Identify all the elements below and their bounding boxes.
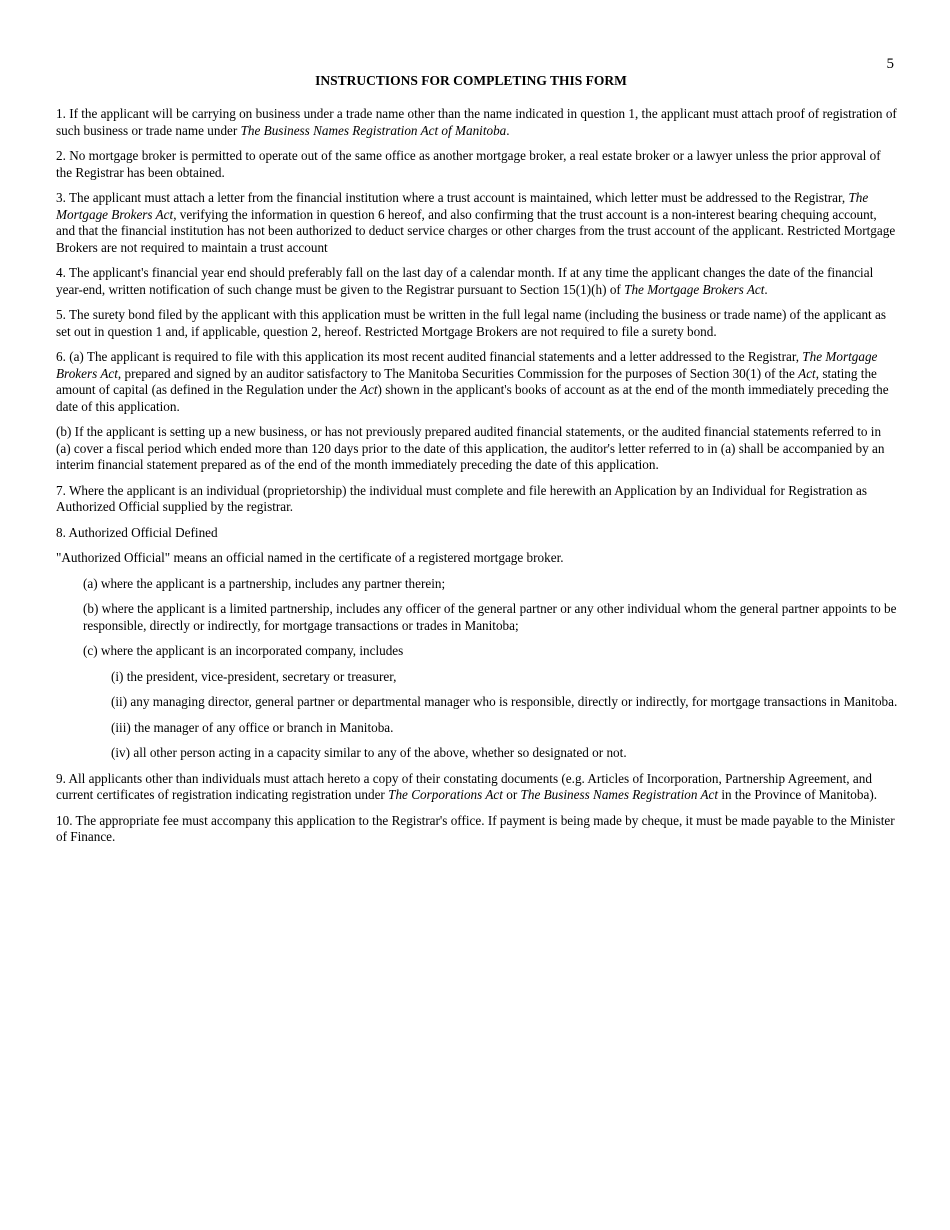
- instruction-8-heading: 8. Authorized Official Defined: [56, 524, 218, 540]
- definition-item-c-iii: (iii) the manager of any office or branch in Manitoba.: [111, 719, 394, 735]
- definition-item-c-iv: (iv) all other person acting in a capacity similar to any of the above, whether so designated or not.: [111, 745, 627, 760]
- instructions-body: [56, 106, 898, 855]
- instruction-9: 9. All applicants other than individuals must attach hereto a copy of their constating documents (e.g. Articles of Incorporation, Partnership Agreement, and current certificates of registration indicating registration under The Corporations Act or The Business Names Registration Act in the Province of Manitoba).: [56, 770, 878, 802]
- definition-item-c-ii: (ii) any managing director, general partner or departmental manager who is responsible, directly or indirectly, for mortgage transactions in Manitoba.: [111, 694, 898, 709]
- definition-item-a: (a) where the applicant is a partnership, includes any partner therein;: [83, 575, 446, 591]
- page-number: 5: [886, 56, 894, 72]
- instruction-6b: (b) If the applicant is setting up a new business, or has not previously prepared audited financial statements, or the audited financial statements referred to in (a) cover a fiscal period which ended more than 120 days prior to the date of this application, the auditor's letter referred to in (a) shall be accompanied by an interim financial statement prepared as of the end of the month immediately preceding the date of this application.: [56, 424, 885, 472]
- instruction-2: 2. No mortgage broker is permitted to operate out of the same office as another mortgage broker, a real estate broker or a lawyer unless the prior approval of the Registrar has been obtained.: [56, 148, 881, 180]
- instruction-6a: 6. (a) The applicant is required to file with this application its most recent audited financial statements and a letter addressed to the Registrar, The Mortgage Brokers Act, prepared and signed by an auditor satisfactory to The Manitoba Securities Commission for the purposes of Section 30(1) of the Act, stating the amount of capital (as defined in the Regulation under the Act) shown in the applicant's books of account as at the end of the month immediately preceding the date of this application.: [56, 349, 889, 414]
- instruction-4: 4. The applicant's financial year end should preferably fall on the last day of a calendar month. If at any time the applicant changes the date of the financial year-end, written notification of such change must be given to the Registrar pursuant to Section 15(1)(h) of The Mortgage Brokers Act.: [56, 265, 874, 297]
- instruction-10: 10. The appropriate fee must accompany this application to the Registrar's office. If payment is being made by cheque, it must be made payable to the Minister of Finance.: [56, 812, 895, 844]
- definition-item-b: (b) where the applicant is a limited partnership, includes any officer of the general partner or any other individual whom the general partner appoints to be responsible, directly or indirectly, for mortgage transactions or trades in Manitoba;: [83, 601, 897, 633]
- instruction-1: 1. If the applicant will be carrying on business under a trade name other than the name indicated in question 1, the applicant must attach proof of registration of such business or trade name under The Business Names Registration Act of Manitoba.: [56, 106, 897, 138]
- instruction-5: 5. The surety bond filed by the applicant with this application must be written in the full legal name (including the business or trade name) of the applicant as set out in question 1 and, if applicable, question 2, hereof. Restricted Mortgage Brokers are not required to file a surety bond.: [56, 307, 886, 339]
- authorized-official-definition: "Authorized Official" means an official named in the certificate of a registered mortgage broker.: [56, 550, 564, 565]
- definition-item-c-i: (i) the president, vice-president, secretary or treasurer,: [111, 668, 397, 684]
- instruction-3: 3. The applicant must attach a letter from the financial institution where a trust account is maintained, which letter must be addressed to the Registrar, The Mortgage Brokers Act, verifying the information in question 6 hereof, and also confirming that the trust account is a non-interest bearing chequing account, and that the financial institution has not been authorized to deduct service charges or other charges from the trust account of the applicant. Restricted Mortgage Brokers are not required to maintain a trust account: [56, 190, 896, 255]
- definition-item-c: (c) where the applicant is an incorporated company, includes: [83, 643, 404, 658]
- document-title: INSTRUCTIONS FOR COMPLETING THIS FORM: [315, 73, 627, 88]
- instruction-7: 7. Where the applicant is an individual (proprietorship) the individual must complete and file herewith an Application by an Individual for Registration as Authorized Official supplied by the registrar.: [56, 482, 867, 514]
